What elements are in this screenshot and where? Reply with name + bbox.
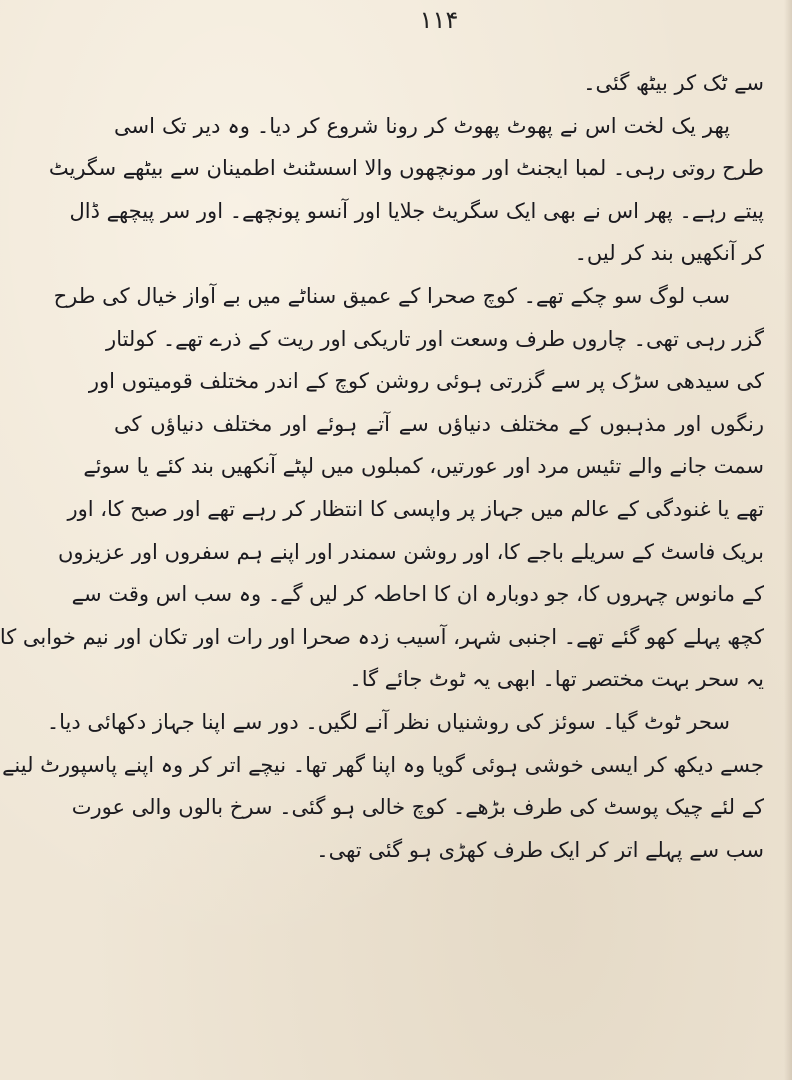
- body-text: [0, 62, 764, 871]
- page-number: ۱۱۴: [419, 6, 459, 34]
- text-line: تھے یا غنودگی کے عالم میں جہاز پر واپسی کا انتظار کر رہے تھے اور صبح کا، اور: [67, 496, 764, 521]
- text-line: سمت جانے والے تئیس مرد اور عورتیں، کمبلوں میں لپٹے آنکھیں بند کئے یا سوئے: [83, 454, 764, 479]
- text-line: کے مانوس چہروں کا، جو دوبارہ ان کا احاطہ کر لیں گے۔ وہ سب اس وقت سے: [71, 582, 764, 607]
- text-line: کی سیدھی سڑک پر سے گزرتی ہوئی روشن کوچ کے اندر مختلف قومیتوں اور: [88, 369, 764, 394]
- text-line: کر آنکھیں بند کر لیں۔: [574, 241, 764, 266]
- text-line: بریک فاسٹ کے سریلے باجے کا، اور روشن سمندر اور اپنے ہم سفروں اور عزیزوں: [57, 539, 764, 564]
- text-line: سے ٹک کر بیٹھ گئی۔: [583, 71, 764, 95]
- text-line: کے لئے چیک پوسٹ کی طرف بڑھے۔ کوچ خالی ہو گئی۔ سرخ بالوں والی عورت: [71, 795, 764, 820]
- text-line: سحر ٹوٹ گیا۔ سوئز کی روشنیاں نظر آنے لگیں۔ دور سے اپنا جہاز دکھائی دیا۔: [46, 709, 730, 734]
- text-line: جسے دیکھ کر ایسی خوشی ہوئی گویا وہ اپنا گھر تھا۔ نیچے اتر کر وہ اپنے پاسپورٹ لینے: [2, 752, 764, 777]
- text-line: پھر یک لخت اس نے پھوٹ پھوٹ کر رونا شروع کر دیا۔ وہ دیر تک اسی: [114, 113, 730, 138]
- text-line: یہ سحر بہت مختصر تھا۔ ابھی یہ ٹوٹ جائے گا۔: [349, 667, 764, 692]
- text-line: طرح روتی رہی۔ لمبا ایجنٹ اور مونچھوں والا اسسٹنٹ اطمینان سے بیٹھے سگریٹ: [48, 156, 764, 181]
- text-line: گزر رہی تھی۔ چاروں طرف وسعت اور تاریکی اور ریت کے ذرے تھے۔ کولتار: [106, 326, 764, 351]
- text-line: رنگوں اور مذہبوں کے مختلف دنیاؤں سے آتے ہوئے اور مختلف دنیاؤں کی: [114, 411, 764, 436]
- text-line: پیتے رہے۔ پھر اس نے بھی ایک سگریٹ جلایا اور آنسو پونچھے۔ اور سر پیچھے ڈال: [69, 198, 764, 223]
- text-line: سب لوگ سو چکے تھے۔ کوچ صحرا کے عمیق سناٹے میں بے آواز خیال کی طرح: [53, 283, 730, 308]
- text-line: سب سے پہلے اتر کر ایک طرف کھڑی ہو گئی تھی۔: [316, 837, 764, 862]
- text-line: کچھ پہلے کھو گئے تھے۔ اجنبی شہر، آسیب زدہ صحرا اور رات اور تکان اور نیم خوابی کا: [0, 624, 764, 649]
- page-edge-shadow: [784, 0, 792, 1080]
